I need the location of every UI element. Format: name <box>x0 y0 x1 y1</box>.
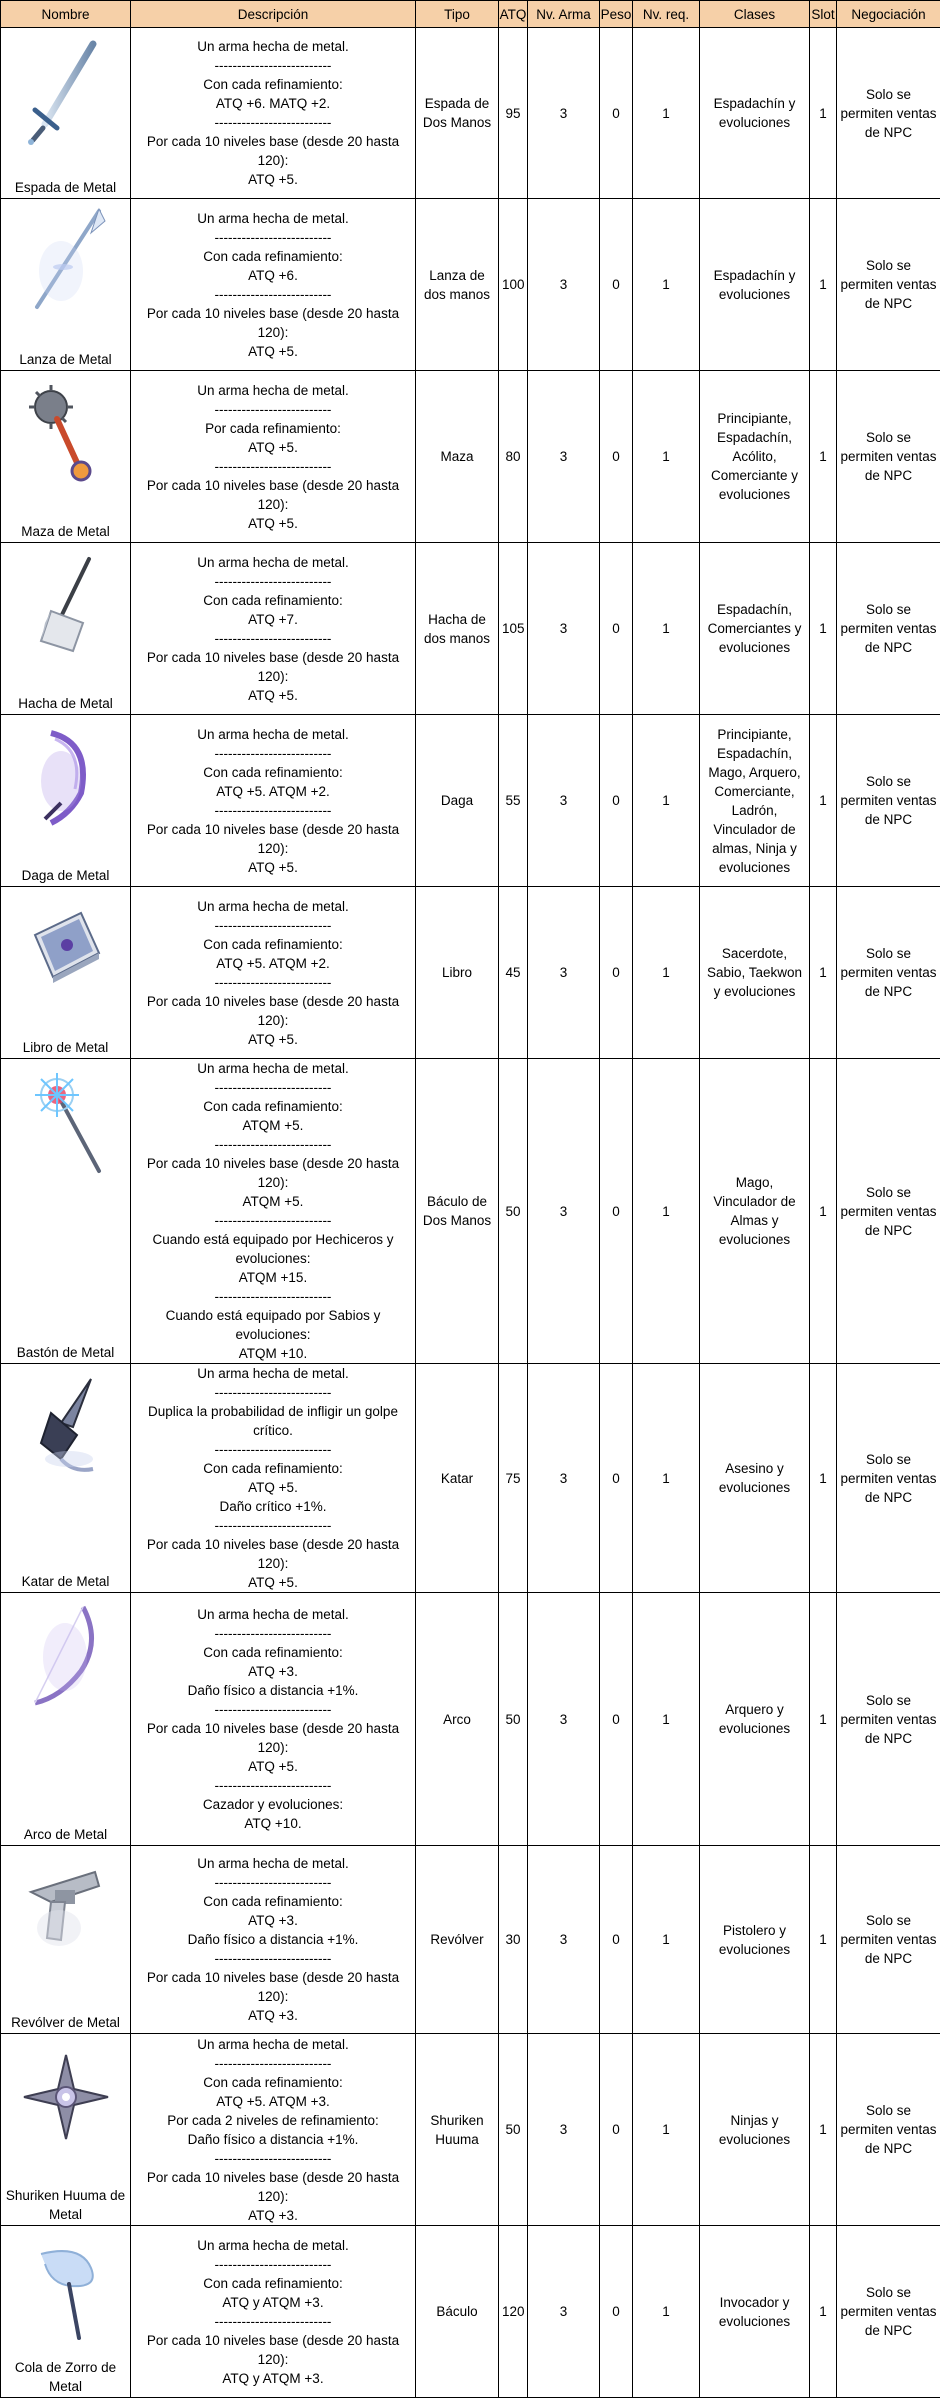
description-line: Un arma hecha de metal. <box>134 553 412 572</box>
item-weight: 0 <box>600 199 633 371</box>
description-line: Por cada 10 niveles base (desde 20 hasta 120): <box>134 2331 412 2369</box>
item-required-level: 1 <box>633 2226 700 2398</box>
item-slot: 1 <box>810 199 837 371</box>
item-weapon-level: 3 <box>528 1364 600 1593</box>
item-slot: 1 <box>810 1059 837 1364</box>
item-trade: Solo se permiten ventas de NPC <box>837 1059 940 1364</box>
item-trade: Solo se permiten ventas de NPC <box>837 28 940 199</box>
description-line: Con cada refinamiento: <box>134 1097 412 1116</box>
description-line: ATQ +3. <box>134 1662 412 1681</box>
sword-icon <box>21 36 111 146</box>
item-description <box>131 887 416 1059</box>
item-atq: 105 <box>499 543 528 715</box>
description-line: ATQ +3. <box>134 2206 412 2225</box>
header-slot: Slot <box>810 1 837 28</box>
header-nv-req: Nv. req. <box>633 1 700 28</box>
item-trade: Solo se permiten ventas de NPC <box>837 887 940 1059</box>
item-type: Daga <box>416 715 499 887</box>
item-name-cell <box>1 371 131 543</box>
header-tipo: Tipo <box>416 1 499 28</box>
item-type: Báculo de Dos Manos <box>416 1059 499 1364</box>
item-weight: 0 <box>600 2226 633 2398</box>
description-line: -------------------------- <box>134 744 412 763</box>
book-icon <box>21 895 111 1005</box>
description-line: ATQ +6. MATQ +2. <box>134 94 412 113</box>
item-description <box>131 28 416 199</box>
description-line: Por cada refinamiento: <box>134 419 412 438</box>
item-description <box>131 2034 416 2226</box>
item-classes: Asesino y evoluciones <box>700 1364 810 1593</box>
description-line: Un arma hecha de metal. <box>134 1854 412 1873</box>
table-row <box>1 1059 940 1364</box>
description-line: ATQ +5. <box>134 1573 412 1592</box>
item-weapon-level: 3 <box>528 2226 600 2398</box>
description-line: ATQ +5. ATQM +2. <box>134 782 412 801</box>
item-slot: 1 <box>810 543 837 715</box>
description-line: Por cada 10 niveles base (desde 20 hasta 120): <box>134 992 412 1030</box>
description-line: Con cada refinamiento: <box>134 75 412 94</box>
description-line: ATQ +5. <box>134 1030 412 1049</box>
item-required-level: 1 <box>633 28 700 199</box>
description-line: Por cada 10 niveles base (desde 20 hasta 120): <box>134 132 412 170</box>
item-weapon-level: 3 <box>528 715 600 887</box>
item-weight: 0 <box>600 2034 633 2226</box>
description-line: Un arma hecha de metal. <box>134 37 412 56</box>
item-description <box>131 715 416 887</box>
item-required-level: 1 <box>633 1364 700 1593</box>
item-weapon-level: 3 <box>528 28 600 199</box>
item-type: Arco <box>416 1593 499 1846</box>
item-weight: 0 <box>600 715 633 887</box>
item-description <box>131 1593 416 1846</box>
description-line: -------------------------- <box>134 2054 412 2073</box>
item-name-cell <box>1 2034 131 2226</box>
item-name-cell <box>1 1364 131 1593</box>
description-line: Por cada 10 niveles base (desde 20 hasta 120): <box>134 820 412 858</box>
item-name: Bastón de Metal <box>17 1343 115 1363</box>
description-line: Por cada 10 niveles base (desde 20 hasta 120): <box>134 2168 412 2206</box>
description-line: Un arma hecha de metal. <box>134 2236 412 2255</box>
description-line: -------------------------- <box>134 1700 412 1719</box>
item-required-level: 1 <box>633 1593 700 1846</box>
item-atq: 55 <box>499 715 528 887</box>
mace-icon <box>21 379 111 489</box>
table-row <box>1 199 940 371</box>
description-line: Un arma hecha de metal. <box>134 725 412 744</box>
staff-icon <box>21 1067 111 1177</box>
item-weapon-level: 3 <box>528 1593 600 1846</box>
description-line: ATQ +5. ATQM +3. <box>134 2092 412 2111</box>
item-trade: Solo se permiten ventas de NPC <box>837 1364 940 1593</box>
item-trade: Solo se permiten ventas de NPC <box>837 1846 940 2034</box>
item-type: Katar <box>416 1364 499 1593</box>
description-line: ATQ y ATQM +3. <box>134 2293 412 2312</box>
description-line: Con cada refinamiento: <box>134 2274 412 2293</box>
description-line: Por cada 10 niveles base (desde 20 hasta 120): <box>134 1719 412 1757</box>
description-line: -------------------------- <box>134 572 412 591</box>
description-line: Por cada 10 niveles base (desde 20 hasta 120): <box>134 476 412 514</box>
item-trade: Solo se permiten ventas de NPC <box>837 2226 940 2398</box>
item-weapon-level: 3 <box>528 2034 600 2226</box>
item-name-cell <box>1 199 131 371</box>
item-required-level: 1 <box>633 1059 700 1364</box>
item-type: Hacha de dos manos <box>416 543 499 715</box>
item-name-cell <box>1 1846 131 2034</box>
item-weight: 0 <box>600 543 633 715</box>
description-line: Daño físico a distancia +1%. <box>134 2130 412 2149</box>
item-atq: 75 <box>499 1364 528 1593</box>
item-name-wrap <box>1 2034 130 2225</box>
description-line: -------------------------- <box>134 56 412 75</box>
item-type: Lanza de dos manos <box>416 199 499 371</box>
header-descripcion: Descripción <box>131 1 416 28</box>
description-line: -------------------------- <box>134 113 412 132</box>
description-line: -------------------------- <box>134 1624 412 1643</box>
item-weight: 0 <box>600 1593 633 1846</box>
item-atq: 45 <box>499 887 528 1059</box>
description-line: -------------------------- <box>134 1440 412 1459</box>
item-description <box>131 1846 416 2034</box>
item-trade: Solo se permiten ventas de NPC <box>837 199 940 371</box>
item-weight: 0 <box>600 1059 633 1364</box>
item-name-wrap <box>1 28 130 198</box>
description-line: -------------------------- <box>134 1383 412 1402</box>
item-required-level: 1 <box>633 371 700 543</box>
item-slot: 1 <box>810 1846 837 2034</box>
description-line: Con cada refinamiento: <box>134 591 412 610</box>
description-line: ATQ +5. <box>134 1757 412 1776</box>
item-name: Katar de Metal <box>22 1572 110 1592</box>
item-slot: 1 <box>810 887 837 1059</box>
item-description <box>131 543 416 715</box>
table-row <box>1 371 940 543</box>
description-line: Daño crítico +1%. <box>134 1497 412 1516</box>
shuriken-icon <box>21 2042 111 2152</box>
description-line: Un arma hecha de metal. <box>134 1364 412 1383</box>
item-weapon-level: 3 <box>528 543 600 715</box>
description-line: Daño físico a distancia +1%. <box>134 1681 412 1700</box>
item-slot: 1 <box>810 715 837 887</box>
item-trade: Solo se permiten ventas de NPC <box>837 371 940 543</box>
item-name-cell <box>1 715 131 887</box>
item-name-wrap <box>1 1365 130 1592</box>
header-clases: Clases <box>700 1 810 28</box>
item-slot: 1 <box>810 1593 837 1846</box>
item-required-level: 1 <box>633 543 700 715</box>
description-line: Un arma hecha de metal. <box>134 1605 412 1624</box>
table-row <box>1 1364 940 1593</box>
description-line: Con cada refinamiento: <box>134 1643 412 1662</box>
description-line: -------------------------- <box>134 1287 412 1306</box>
description-line: -------------------------- <box>134 1211 412 1230</box>
header-atq: ATQ <box>499 1 528 28</box>
description-line: Con cada refinamiento: <box>134 1892 412 1911</box>
description-line: ATQ +3. <box>134 1911 412 1930</box>
description-line: Por cada 2 niveles de refinamiento: <box>134 2111 412 2130</box>
item-trade: Solo se permiten ventas de NPC <box>837 715 940 887</box>
table-row <box>1 28 940 199</box>
item-atq: 50 <box>499 1059 528 1364</box>
item-name-cell <box>1 543 131 715</box>
item-classes: Espadachín y evoluciones <box>700 199 810 371</box>
item-classes: Principiante, Espadachín, Mago, Arquero, Comerciante, Ladrón, Vinculador de almas, Ninja y evoluciones <box>700 715 810 887</box>
item-name-cell <box>1 2226 131 2398</box>
item-weapon-level: 3 <box>528 887 600 1059</box>
description-line: Un arma hecha de metal. <box>134 381 412 400</box>
item-atq: 80 <box>499 371 528 543</box>
item-name-wrap <box>1 371 130 542</box>
item-name-cell <box>1 1593 131 1846</box>
katar-icon <box>21 1373 111 1483</box>
item-name-wrap <box>1 1593 130 1845</box>
description-line: -------------------------- <box>134 457 412 476</box>
item-type: Shuriken Huuma <box>416 2034 499 2226</box>
item-weight: 0 <box>600 371 633 543</box>
description-line: Cazador y evoluciones: <box>134 1795 412 1814</box>
description-line: -------------------------- <box>134 1873 412 1892</box>
item-description <box>131 371 416 543</box>
item-weight: 0 <box>600 1846 633 2034</box>
header-row <box>1 1 940 28</box>
item-classes: Arquero y evoluciones <box>700 1593 810 1846</box>
item-atq: 100 <box>499 199 528 371</box>
description-line: Por cada 10 niveles base (desde 20 hasta 120): <box>134 304 412 342</box>
description-line: -------------------------- <box>134 801 412 820</box>
description-line: ATQ +5. <box>134 514 412 533</box>
item-classes: Espadachín y evoluciones <box>700 28 810 199</box>
item-classes: Espadachín, Comerciantes y evoluciones <box>700 543 810 715</box>
description-line: Un arma hecha de metal. <box>134 209 412 228</box>
item-classes: Pistolero y evoluciones <box>700 1846 810 2034</box>
item-slot: 1 <box>810 2034 837 2226</box>
description-line: Con cada refinamiento: <box>134 1459 412 1478</box>
description-line: Con cada refinamiento: <box>134 763 412 782</box>
table-row <box>1 715 940 887</box>
item-required-level: 1 <box>633 887 700 1059</box>
item-name: Maza de Metal <box>21 522 110 542</box>
revolver-icon <box>21 1854 111 1964</box>
item-required-level: 1 <box>633 715 700 887</box>
description-line: ATQ +5. <box>134 1478 412 1497</box>
item-slot: 1 <box>810 2226 837 2398</box>
item-name-cell <box>1 1059 131 1364</box>
header-peso: Peso <box>600 1 633 28</box>
table-row <box>1 2034 940 2226</box>
description-line: Con cada refinamiento: <box>134 935 412 954</box>
description-line: ATQ +5. <box>134 686 412 705</box>
header-nv-arma: Nv. Arma <box>528 1 600 28</box>
item-weight: 0 <box>600 1364 633 1593</box>
item-name-wrap <box>1 1846 130 2033</box>
description-line: ATQ +3. <box>134 2006 412 2025</box>
description-line: ATQM +10. <box>134 1344 412 1363</box>
item-name-cell <box>1 28 131 199</box>
description-line: -------------------------- <box>134 1776 412 1795</box>
item-required-level: 1 <box>633 2034 700 2226</box>
item-trade: Solo se permiten ventas de NPC <box>837 2034 940 2226</box>
item-description <box>131 1059 416 1364</box>
item-name-wrap <box>1 715 130 886</box>
item-atq: 30 <box>499 1846 528 2034</box>
description-line: -------------------------- <box>134 1135 412 1154</box>
item-weapon-level: 3 <box>528 1846 600 2034</box>
header-nombre: Nombre <box>1 1 131 28</box>
description-line: Por cada 10 niveles base (desde 20 hasta 120): <box>134 1968 412 2006</box>
item-trade: Solo se permiten ventas de NPC <box>837 1593 940 1846</box>
axe-icon <box>21 551 111 661</box>
description-line: Un arma hecha de metal. <box>134 897 412 916</box>
description-line: ATQ +6. <box>134 266 412 285</box>
description-line: Por cada 10 niveles base (desde 20 hasta 120): <box>134 648 412 686</box>
description-line: ATQM +5. <box>134 1116 412 1135</box>
item-weapon-level: 3 <box>528 199 600 371</box>
item-classes: Mago, Vinculador de Almas y evoluciones <box>700 1059 810 1364</box>
description-line: Por cada 10 niveles base (desde 20 hasta 120): <box>134 1154 412 1192</box>
item-name: Daga de Metal <box>22 866 110 886</box>
item-type: Báculo <box>416 2226 499 2398</box>
description-line: ATQ +5. <box>134 170 412 189</box>
item-weapon-level: 3 <box>528 371 600 543</box>
item-name: Cola de Zorro de Metal <box>1 2358 130 2397</box>
description-line: -------------------------- <box>134 629 412 648</box>
description-line: -------------------------- <box>134 2312 412 2331</box>
spear-icon <box>21 207 111 317</box>
description-line: -------------------------- <box>134 228 412 247</box>
table-row <box>1 2226 940 2398</box>
item-weapon-level: 3 <box>528 1059 600 1364</box>
item-required-level: 1 <box>633 1846 700 2034</box>
bow-icon <box>21 1601 111 1711</box>
item-name: Arco de Metal <box>24 1825 107 1845</box>
description-line: Un arma hecha de metal. <box>134 2035 412 2054</box>
item-name: Espada de Metal <box>15 178 116 198</box>
description-line: -------------------------- <box>134 973 412 992</box>
item-description <box>131 199 416 371</box>
item-atq: 120 <box>499 2226 528 2398</box>
description-line: ATQ y ATQM +3. <box>134 2369 412 2388</box>
item-type: Libro <box>416 887 499 1059</box>
description-line: -------------------------- <box>134 400 412 419</box>
description-line: Con cada refinamiento: <box>134 247 412 266</box>
item-type: Espada de Dos Manos <box>416 28 499 199</box>
item-name-wrap <box>1 199 130 370</box>
description-line: ATQ +5. ATQM +2. <box>134 954 412 973</box>
item-slot: 1 <box>810 28 837 199</box>
item-name-wrap <box>1 2226 130 2397</box>
description-line: ATQM +5. <box>134 1192 412 1211</box>
item-classes: Ninjas y evoluciones <box>700 2034 810 2226</box>
item-description <box>131 2226 416 2398</box>
item-type: Maza <box>416 371 499 543</box>
item-weight: 0 <box>600 28 633 199</box>
item-name: Revólver de Metal <box>11 2013 120 2033</box>
description-line: Cuando está equipado por Hechiceros y evoluciones: <box>134 1230 412 1268</box>
item-name-wrap <box>1 887 130 1058</box>
description-line: -------------------------- <box>134 1516 412 1535</box>
description-line: ATQ +7. <box>134 610 412 629</box>
fox-tail-icon <box>21 2234 111 2344</box>
description-line: Un arma hecha de metal. <box>134 1059 412 1078</box>
description-line: -------------------------- <box>134 285 412 304</box>
item-type: Revólver <box>416 1846 499 2034</box>
description-line: ATQ +5. <box>134 342 412 361</box>
item-name-wrap <box>1 1059 130 1363</box>
item-slot: 1 <box>810 371 837 543</box>
item-classes: Invocador y evoluciones <box>700 2226 810 2398</box>
description-line: -------------------------- <box>134 916 412 935</box>
description-line: -------------------------- <box>134 1078 412 1097</box>
dagger-icon <box>21 723 111 833</box>
table-row <box>1 1846 940 2034</box>
description-line: Daño físico a distancia +1%. <box>134 1930 412 1949</box>
item-classes: Sacerdote, Sabio, Taekwon y evoluciones <box>700 887 810 1059</box>
header-negociacion: Negociación <box>837 1 940 28</box>
item-atq: 50 <box>499 1593 528 1846</box>
item-required-level: 1 <box>633 199 700 371</box>
table-row <box>1 1593 940 1846</box>
item-name: Lanza de Metal <box>19 350 111 370</box>
description-line: ATQ +10. <box>134 1814 412 1833</box>
description-line: -------------------------- <box>134 2149 412 2168</box>
description-line: ATQ +5. <box>134 858 412 877</box>
item-atq: 95 <box>499 28 528 199</box>
description-line: Cuando está equipado por Sabios y evoluciones: <box>134 1306 412 1344</box>
item-atq: 50 <box>499 2034 528 2226</box>
item-name-wrap <box>1 543 130 714</box>
description-line: -------------------------- <box>134 1949 412 1968</box>
item-trade: Solo se permiten ventas de NPC <box>837 543 940 715</box>
item-name: Hacha de Metal <box>18 694 113 714</box>
description-line: ATQM +15. <box>134 1268 412 1287</box>
item-name-cell <box>1 887 131 1059</box>
table-row <box>1 887 940 1059</box>
item-name: Shuriken Huuma de Metal <box>1 2186 130 2225</box>
item-classes: Principiante, Espadachín, Acólito, Comerciante y evoluciones <box>700 371 810 543</box>
item-slot: 1 <box>810 1364 837 1593</box>
item-description <box>131 1364 416 1593</box>
item-weight: 0 <box>600 887 633 1059</box>
description-line: Por cada 10 niveles base (desde 20 hasta 120): <box>134 1535 412 1573</box>
item-name: Libro de Metal <box>23 1038 109 1058</box>
description-line: Duplica la probabilidad de infligir un golpe crítico. <box>134 1402 412 1440</box>
description-line: ATQ +5. <box>134 438 412 457</box>
table-row <box>1 543 940 715</box>
description-line: -------------------------- <box>134 2255 412 2274</box>
description-line: Con cada refinamiento: <box>134 2073 412 2092</box>
